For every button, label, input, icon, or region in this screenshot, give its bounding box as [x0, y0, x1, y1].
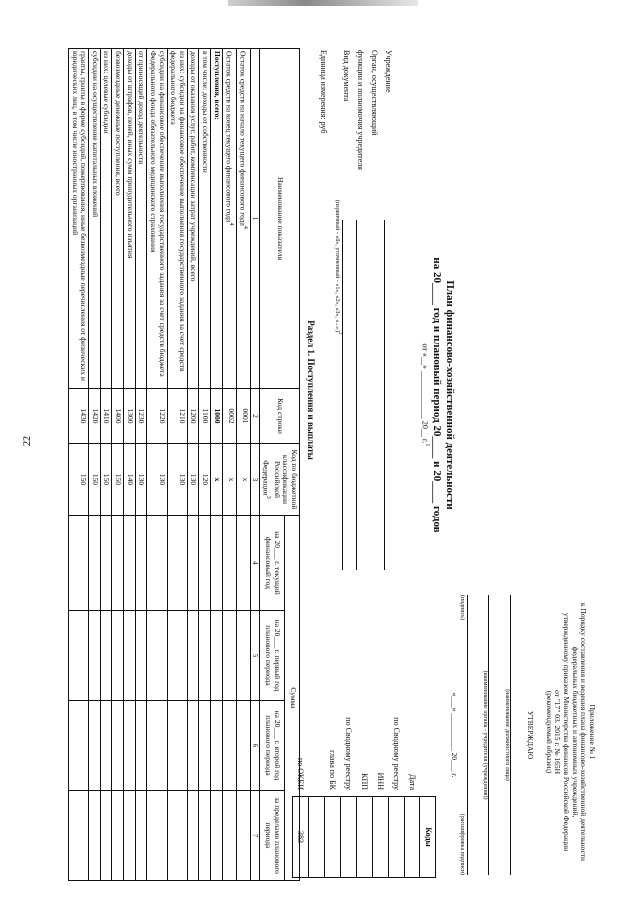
title-line-3: от «__» ____________ 20__ г.$^1$	[420, 343, 431, 447]
code-value[interactable]	[372, 796, 388, 878]
official-caption: (наименование должностного лица)	[504, 689, 511, 781]
code-label: ИНН	[375, 772, 385, 790]
sum-cell[interactable]	[167, 516, 187, 611]
sum-cell[interactable]	[222, 516, 236, 611]
title-footnote: 1	[423, 443, 431, 447]
sum-cell[interactable]	[211, 516, 223, 611]
signature-line[interactable]	[467, 595, 480, 875]
appendix-line: утвержденному приказом Министерства финансов Российской Федерации	[562, 612, 572, 852]
header-current-year: на 20___ г. текущий финансовый год	[260, 516, 285, 611]
sum-cell[interactable]	[187, 701, 199, 791]
row-budget-code: 150	[89, 444, 101, 516]
table-row	[236, 49, 250, 881]
sum-cell[interactable]	[147, 516, 167, 611]
institution-label: Учреждение	[384, 50, 394, 93]
sum-cell[interactable]	[135, 516, 147, 611]
row-name: доходы от штрафов, пеней, иных сумм принудительного изъятия	[124, 49, 136, 389]
row-budget-code: 150	[68, 444, 88, 516]
sum-cell[interactable]	[199, 611, 211, 701]
doc-type-label: Вид документа	[342, 50, 352, 102]
row-code: 1000	[211, 389, 223, 444]
sum-cell[interactable]	[112, 611, 124, 701]
unit-label: Единица измерения: руб	[319, 50, 329, 134]
row-name: безвозмездные денежные поступления, всего	[112, 49, 124, 389]
receipts-table	[68, 48, 300, 881]
sum-cell[interactable]	[199, 701, 211, 791]
approval-block	[449, 595, 534, 875]
row-name: Поступления, всего:	[211, 49, 223, 389]
sum-cell[interactable]	[222, 791, 236, 881]
row-name: от приносящей доход деятельности	[135, 49, 147, 389]
row-budget-code: 150	[112, 444, 124, 516]
founder-name-line[interactable]	[488, 595, 501, 875]
sum-cell[interactable]	[68, 791, 88, 881]
signature-caption: (подпись)	[458, 595, 465, 620]
sum-cell[interactable]	[222, 611, 236, 701]
sum-cell[interactable]	[124, 791, 136, 881]
table-row	[222, 49, 236, 881]
doc-type-hint: (первичный - «0», уточненный - «1», «2», «3», «...»)$^2$	[334, 200, 342, 335]
header-budget-code: Код по бюджетной классификации Российской Федерации$^3$	[260, 444, 300, 516]
row-code: 1220	[147, 389, 167, 444]
row-code: 1400	[112, 389, 124, 444]
founder-caption: (наименование органа - учредителя (учреждения))	[482, 670, 489, 800]
code-label: по Сводному реестру	[391, 717, 401, 790]
sum-cell[interactable]	[124, 611, 136, 701]
founder-field[interactable]	[356, 220, 368, 570]
table-row	[147, 49, 167, 881]
sum-cell[interactable]	[89, 611, 101, 701]
sum-cell[interactable]	[89, 791, 101, 881]
row-name: из них: субсидии на финансовое обеспечение выполнения государственного задания за счет средств федерального бюджета	[167, 49, 187, 389]
row-code: 1420	[89, 389, 101, 444]
code-value[interactable]	[388, 796, 404, 878]
sum-cell[interactable]	[187, 611, 199, 701]
sum-cell[interactable]	[211, 701, 223, 791]
code-value[interactable]	[356, 796, 372, 878]
header-sum: Сумма	[285, 516, 300, 881]
sum-cell[interactable]	[135, 791, 147, 881]
header-first-year: на 20___ г. первый год планового периода	[260, 611, 285, 701]
row-name: Остаток средств на начало текущего финансового года$^4$	[236, 49, 250, 389]
sum-cell[interactable]	[147, 611, 167, 701]
row-code: 1430	[68, 389, 88, 444]
sum-cell[interactable]	[167, 791, 187, 881]
sum-cell[interactable]	[167, 701, 187, 791]
row-budget-code: 120	[199, 444, 211, 516]
sum-cell[interactable]	[112, 701, 124, 791]
sum-cell[interactable]	[89, 701, 101, 791]
table-row	[100, 49, 112, 881]
sum-cell[interactable]	[100, 701, 112, 791]
table-row	[68, 49, 88, 881]
sum-cell[interactable]	[135, 701, 147, 791]
sum-cell[interactable]	[199, 791, 211, 881]
table-row	[124, 49, 136, 881]
approve-date: «___» __________ 20___ г.	[449, 692, 459, 778]
sum-cell[interactable]	[222, 701, 236, 791]
row-name: гранты, гранты в форме субсидий, пожертвования, иные безвозмездные перечисления от физических и юридических лиц, в том числе иностранных организаций	[68, 49, 88, 389]
sum-cell[interactable]	[211, 611, 223, 701]
row-budget-code: 130	[187, 444, 199, 516]
code-value[interactable]	[340, 796, 356, 878]
code-value[interactable]	[324, 796, 340, 878]
title-line-1: План финансово-хозяйственной деятельности	[444, 280, 456, 510]
column-number: 1	[250, 49, 259, 389]
founder-label-2: функции и полномочия учредителя	[356, 50, 366, 170]
sum-cell[interactable]	[68, 611, 88, 701]
row-budget-code: 130	[147, 444, 167, 516]
row-name: Остаток средств на конец текущего финансового года$^4$	[222, 49, 236, 389]
appendix-line: от "17" 03. 2015 г. № 165Н	[553, 689, 563, 775]
section-title: Раздел 1. Поступления и выплаты	[306, 320, 316, 460]
rotated-form-sheet	[36, 40, 596, 885]
header-second-year: на 20___ г. второй год планового периода	[260, 701, 285, 791]
table-row	[167, 49, 187, 881]
column-number: 2	[250, 389, 259, 444]
sum-cell[interactable]	[236, 516, 250, 611]
column-number: 3	[250, 444, 259, 516]
table-row	[199, 49, 211, 881]
code-label: Дата	[407, 774, 417, 790]
sum-cell[interactable]	[135, 611, 147, 701]
approve-heading: УТВЕРЖДАЮ	[526, 710, 535, 760]
row-budget-code: 130	[167, 444, 187, 516]
row-code: 1300	[124, 389, 136, 444]
sum-cell[interactable]	[112, 516, 124, 611]
table-row	[187, 49, 199, 881]
sum-cell[interactable]	[199, 516, 211, 611]
code-value[interactable]	[404, 796, 420, 878]
codes-header: Коды	[420, 796, 437, 878]
institution-field[interactable]	[384, 220, 396, 570]
code-label: КПП	[359, 773, 369, 790]
decode-caption: (расшифровка подписи)	[458, 813, 465, 875]
sum-cell[interactable]	[124, 701, 136, 791]
row-budget-code: 140	[124, 444, 136, 516]
row-name: субсидии на финансовое обеспечение выполнения государственного задания за счет средств бюджета Федерального фонда обязательного медицинского страхования	[147, 49, 167, 389]
header-row-code: Код строки	[260, 389, 300, 444]
sum-cell[interactable]	[147, 791, 167, 881]
column-number: 4	[250, 516, 259, 611]
title-line-2: на 20____ год и плановый период 20____ и 20____ годов	[431, 257, 444, 533]
row-name: доходы от оказания услуг, работ, компенсации затрат учреждений, всего	[187, 49, 199, 389]
column-number: 6	[250, 701, 259, 791]
code-label: глава по БК	[327, 750, 337, 790]
row-budget-code: x	[236, 444, 250, 516]
table-row	[135, 49, 147, 881]
founder-label: Орган, осуществляющий	[370, 50, 380, 136]
table-row	[211, 49, 223, 881]
appendix-title: Приложение № 1	[588, 704, 597, 760]
doc-type-field[interactable]	[342, 220, 354, 570]
table-row	[89, 49, 101, 881]
row-name: из них: целевые субсидии	[100, 49, 112, 389]
sum-cell[interactable]	[68, 516, 88, 611]
header-beyond: за пределами планового периода	[260, 791, 285, 881]
appendix-line: к Порядку составления и ведения плана финансово-хозяйственной деятельности	[579, 602, 589, 862]
appendix-header	[544, 587, 596, 877]
row-budget-code: x	[222, 444, 236, 516]
meta-fields	[319, 50, 398, 570]
sum-cell[interactable]	[68, 701, 88, 791]
document-title	[420, 225, 456, 565]
row-budget-code: 130	[135, 444, 147, 516]
official-name-line[interactable]	[510, 595, 523, 875]
row-code: 1200	[187, 389, 199, 444]
page-number: 22	[22, 436, 33, 446]
appendix-line: (рекомендуемый образец)	[544, 690, 554, 774]
header-name: Наименование показателя	[260, 49, 300, 389]
code-label: по ОКЕИ	[295, 757, 305, 790]
row-name: в том числе: доходы от собственности	[199, 49, 211, 389]
code-value[interactable]: 383	[292, 796, 308, 878]
row-code: 1230	[135, 389, 147, 444]
appendix-line: федеральных бюджетных и автономных учреждений,	[570, 646, 580, 818]
sum-cell[interactable]	[187, 791, 199, 881]
code-label: по Сводному реестру	[343, 717, 353, 790]
row-code: 1210	[167, 389, 187, 444]
sum-cell[interactable]	[147, 701, 167, 791]
table-row	[112, 49, 124, 881]
sum-cell[interactable]	[236, 791, 250, 881]
row-code: 1100	[199, 389, 211, 444]
sum-cell[interactable]	[187, 516, 199, 611]
sum-cell[interactable]	[211, 791, 223, 881]
row-code: 0002	[222, 389, 236, 444]
sum-cell[interactable]	[89, 516, 101, 611]
column-number: 5	[250, 611, 259, 701]
sum-cell[interactable]	[124, 516, 136, 611]
sum-cell[interactable]	[112, 791, 124, 881]
sum-cell[interactable]	[236, 611, 250, 701]
sum-cell[interactable]	[100, 611, 112, 701]
column-number: 7	[250, 791, 259, 881]
row-budget-code: 150	[100, 444, 112, 516]
sum-cell[interactable]	[100, 516, 112, 611]
sum-cell[interactable]	[167, 611, 187, 701]
row-code: 1410	[100, 389, 112, 444]
code-value[interactable]	[308, 796, 324, 878]
row-name: субсидии на осуществление капитальных вложений	[89, 49, 101, 389]
sum-cell[interactable]	[236, 701, 250, 791]
scan-artifact	[228, 0, 418, 6]
codes-block	[292, 588, 436, 878]
row-code: 0001	[236, 389, 250, 444]
sum-cell[interactable]	[100, 791, 112, 881]
row-budget-code: x	[211, 444, 223, 516]
